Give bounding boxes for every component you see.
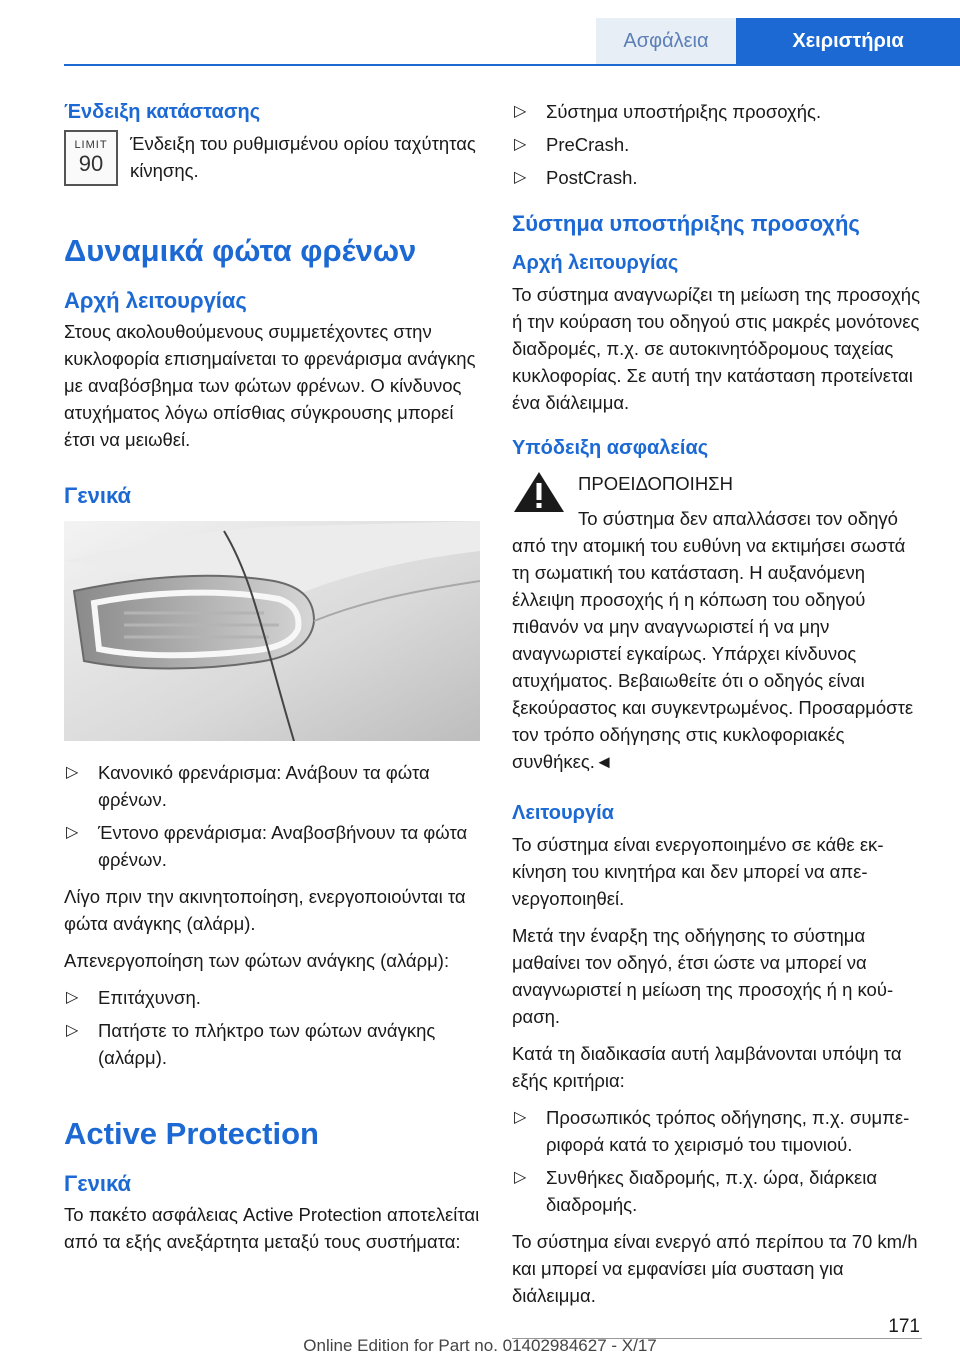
ap-text: Το πακέτο ασφάλειας Active Protection αποτελείται από τα εξής ανεξάρτητα μεταξύ τους συστήματα:	[64, 1204, 480, 1252]
bullet-icon: ▷	[514, 103, 527, 120]
list-item: ▷ Προσωπικός τρόπος οδήγησης, π.χ. συμπεριφορά κατά το χειρισμό του τιμονιού.	[512, 1104, 922, 1158]
bullet-icon: ▷	[66, 1022, 79, 1039]
r-principle-text: Το σύστημα αναγνωρίζει τη μείωση της προσοχής ή την κούραση του οδηγού στις μακρές μονότονες διαδρομές, π.χ. σε αυτοκινητόδρομους ταχείας κυκλοφορίας. Σε αυτή την κατάσταση προτείνεται ένα διάλειμμα.	[512, 284, 921, 413]
speed-limit-icon	[64, 130, 118, 186]
limit-sign-label: LIMIT	[74, 139, 108, 151]
active-protection-title: Active Protection	[64, 1116, 319, 1151]
left-column	[64, 98, 480, 1265]
function-heading: Λειτουργία	[512, 802, 614, 824]
warning-icon	[512, 470, 566, 514]
brake-list	[64, 759, 480, 873]
list-item: ▷ Επιτάχυνση.	[64, 984, 480, 1011]
list-item: ▷ Σύστημα υποστήριξης προσοχής.	[512, 98, 922, 125]
principle-heading: Αρχή λειτουργίας	[64, 288, 247, 313]
active-text: Το σύστημα είναι ενεργό από περίπου τα 70 km/h και μπορεί να εμφανίσει μία συσταση για διάλειμμα.	[512, 1231, 918, 1306]
tail-light-image	[64, 521, 480, 741]
header-rule	[64, 64, 960, 66]
header-tabs	[596, 18, 960, 64]
limit-indicator-row	[64, 130, 480, 186]
bullet-icon: ▷	[66, 764, 79, 781]
deactivate-text: Απενεργοποίηση των φώτων ανάγκης (αλάρμ):	[64, 950, 450, 971]
limit-sign-value: 90	[78, 151, 104, 176]
list-item: ▷ Συνθήκες διαδρομής, π.χ. ώρα, διάρκεια διαδρομής.	[512, 1164, 922, 1218]
limit-text: Ένδειξη του ρυθμισμένου ορίου ταχύτητας κίνησης.	[130, 133, 476, 181]
systems-list	[512, 98, 922, 191]
principle-text: Στους ακολουθούμενους συμμετέχοντες στην κυκλοφορία επισημαίνεται το φρενάρισμα ανάγκης με αναβόσβημα των φώτων φρένων. Ο κίνδυνος ατυχήματος λόγω οπίσθιας σύγκρουσης μπορεί έτσι να μειωθεί.	[64, 321, 476, 450]
bullet-icon: ▷	[514, 169, 527, 186]
dyn-brake-title: Δυναμικά φώτα φρένων	[64, 233, 417, 268]
function-text-3: Κατά τη διαδικασία αυτή λαμβάνονται υπόψη τα εξής κριτήρια:	[512, 1043, 902, 1091]
warning-text: Το σύστημα δεν απαλλάσσει τον οδηγό από την ατομική του ευθύνη να εκτιμήσει σωστά τη σωματική του κατάσταση. Η αυξανόμενη έλλειψη προσοχής ή η κόπωση του οδηγού πιθανόν να μην αναγνωριστεί ή να μην αναγνωριστεί εγκαίρως. Υπάρχει κίνδυνος ατυχήματος. Βεβαιωθείτε ότι ο οδηγός είναι ξεκούραστος και συγκεντρωμένος. Προσαρμόστε τον τρόπο οδήγησης στις κυκλοφοριακές συνθήκες.◄	[512, 508, 914, 772]
status-heading: Ένδειξη κατάστασης	[64, 101, 261, 123]
right-column	[512, 98, 922, 1319]
bullet-icon: ▷	[514, 1109, 527, 1126]
edition-footer: Online Edition for Part no. 01402984627 - X/17	[303, 1336, 657, 1355]
safety-heading: Υπόδειξη ασφαλείας	[512, 437, 709, 459]
warning-title: ΠΡΟΕΙΔΟΠΟΙΗΣΗ	[578, 473, 733, 494]
deactivate-list	[64, 984, 480, 1071]
list-item: ▷ Πατήστε το πλήκτρο των φώτων ανάγκης (αλάρμ).	[64, 1017, 480, 1071]
tab-chapter[interactable]: Χειριστήρια	[736, 18, 960, 64]
tab-section[interactable]: Ασφάλεια	[596, 18, 736, 64]
before-stop-text: Λίγο πριν την ακινητοποίηση, ενεργοποιούνται τα φώτα ανάγκης (αλάρμ).	[64, 886, 466, 934]
function-text-1: Το σύστημα είναι ενεργοποιημένο σε κάθε εκκίνηση του κινητήρα και δεν μπορεί να απενεργοποιηθεί.	[512, 834, 884, 909]
list-item: ▷ PreCrash.	[512, 131, 922, 158]
bullet-icon: ▷	[514, 136, 527, 153]
general-heading: Γενικά	[64, 483, 132, 508]
page-number: 171	[888, 1316, 920, 1337]
ap-general-heading: Γενικά	[64, 1171, 132, 1196]
criteria-list	[512, 1104, 922, 1218]
list-item: ▷ Έντονο φρενάρισμα: Αναβοσβήνουν τα φώτα φρένων.	[64, 819, 480, 873]
list-item: ▷ PostCrash.	[512, 164, 922, 191]
bullet-icon: ▷	[514, 1169, 527, 1186]
bullet-icon: ▷	[66, 824, 79, 841]
attention-heading: Σύστημα υποστήριξης προσοχής	[512, 211, 860, 236]
r-principle-heading: Αρχή λειτουργίας	[512, 252, 679, 274]
bullet-icon: ▷	[66, 989, 79, 1006]
function-text-2: Μετά την έναρξη της οδήγησης το σύστημα μαθαίνει τον οδηγό, έτσι ώστε να μπορεί να αναγνωριστεί η μείωση της προσοχής ή η κούραση.	[512, 925, 894, 1027]
list-item: ▷ Κανονικό φρενάρισμα: Ανάβουν τα φώτα φρένων.	[64, 759, 480, 813]
